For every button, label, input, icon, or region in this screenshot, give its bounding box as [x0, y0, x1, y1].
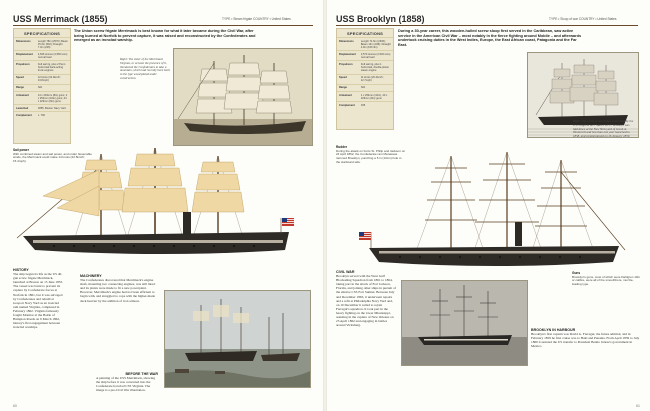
spec-row: [337, 50, 393, 60]
brooklyn-in-harbour-text: Brooklyn's first captain was David G. Farragut, the future admiral, and in February 1859 he first cruise was to Haiti and Panama. From April 1859 to July 1860 it assisted the US transfer to President Benito Juárez's government in Mexico.: [531, 332, 640, 349]
type-country-meta: TYPE • Steam frigate COUNTRY • United States: [222, 17, 291, 21]
spec-row: [14, 91, 70, 104]
before-the-war-section: [96, 372, 158, 392]
civil-war-section: [336, 270, 396, 327]
spec-value: 2,570 tonnes (2,532 tons) normal load: [360, 52, 391, 59]
intro-paragraph: The Union screw frigate Merrimack is best known for what it later became during the Civil War, after being burned at Norfolk to prevent capture, it was raised and reconstructed by the Confederates and emerged as an ironclad warship.: [74, 29, 256, 43]
spec-key: Launched: [16, 106, 29, 110]
spec-key: Dimensions: [16, 39, 31, 43]
spec-key: Dimensions: [339, 39, 354, 43]
spec-value: N/A: [360, 86, 366, 90]
spec-value: 1 x 254mm (10in), 20 x 229mm (9in) guns: [360, 93, 388, 100]
rudder-text: During the attack on Forts St. Philip and Jackson on 24 April 1862, the Confederate ram Manassas rammed Brooklyn, punching a 5 in (13cm) hole in the starboard side.: [336, 148, 406, 164]
spec-row: [337, 101, 393, 108]
spec-value: Full sail rig, plus 2 Penn horizontal back-acting trunk engines: [37, 62, 66, 73]
ship-photo-caption: Right: The sister of the Merrimack Virginia, or at least the presence of it, threatened the Confederates to take a mountain, which had recently been built to the type wood plated under construction.: [120, 57, 170, 80]
spec-row: [14, 84, 70, 91]
spec-key: Displacement: [339, 52, 356, 56]
specifications-box: [13, 28, 71, 144]
spec-row: [337, 84, 393, 91]
spec-row: [337, 60, 393, 73]
history-section: [13, 268, 63, 329]
history-heading: HISTORY: [13, 268, 29, 272]
civil-war-heading: CIVIL WAR: [336, 270, 355, 274]
spec-heading: SPECIFICATIONS: [23, 31, 61, 36]
before-the-war-text: A painting of the USS Merrimack, showing the ship before it was converted into the Confederate ironclad CSS Virginia. The image is a pre-Civil War illustration.: [96, 376, 156, 393]
history-text: The ship began its life as the US 40-gun screw frigate Merrimack, launched at Boston on 15 June 1855. The vessel was burnt to prevent its capture by Confederate forces at Norfolk in 1861, but it was salvaged by Confederates and rebuilt at Gosport Navy Yard as an ironclad ram named Virginia, completed in February 1862. Virginia famously fought Monitor at the Battle of Hampton Roads on 9 March 1862, history's first engagement between ironclad warships.: [13, 272, 64, 330]
brooklyn-harbour-photo: [401, 280, 528, 366]
right-page: [327, 0, 650, 411]
spec-value: c. 700: [37, 113, 45, 117]
title-rule: [13, 25, 313, 26]
spec-value: Full sail rig, plus 1 horizontal, double-piston steam engine: [360, 62, 390, 73]
harbour-painting-illustration: [165, 291, 310, 387]
page-title: USS Merrimack (1855): [13, 14, 108, 24]
brooklyn-in-harbour-section: [531, 328, 641, 348]
spec-key: Propulsion: [339, 62, 353, 66]
spec-key: Armament: [339, 93, 352, 97]
sailing-ship-illustration: [174, 49, 312, 145]
spec-value: 335: [360, 103, 366, 107]
page-number: 61: [636, 404, 640, 408]
spec-row: [14, 111, 70, 118]
spec-key: Propulsion: [16, 62, 30, 66]
spec-key: Displacement: [16, 52, 33, 56]
sloop-photo-caption: Right: One of the screw sloops authorized by the US Congress on 3 March 1857, Brooklyn was laid down at the New York yard of Jacob A. Westervelt and less than one year launched in 1858, and commissioned on 26 January 1859.: [573, 119, 634, 139]
civil-war-text: Brooklyn served with the West Gulf Blockading Squadron from 1861 to 1864, taking part in the attack of Fort Jackson, Florida, and joining other ships in pursuit of the elusive CSS Fort Sumter. Between July and December 1863, it underwent repairs and a refit at Philadelphia Navy Yard and, on 10 December it sailed to rejoin Farragut's squadron. It took part in the heavy fighting on the lower Mississippi, assisting in the capture of New Orleans on 25 April 1862 and engaging in battles around Vicksburg.: [336, 274, 396, 328]
harbour-painting-photo: [164, 290, 311, 388]
page-title: USS Brooklyn (1858): [336, 14, 425, 24]
spec-key: Speed: [339, 76, 347, 80]
spec-row: [14, 104, 70, 111]
spec-value: Length 78m (257ft); Beam 15.3m (51ft); Draught 7.3m (24ft): [37, 39, 68, 49]
sail-power-text: With combined steam and sail power, and under favourable winds, the Merrimack could make 14 knots (22.5km/h; 15.4mph).: [13, 151, 92, 164]
spec-key: Complement: [16, 113, 32, 117]
spec-value: 12 knots (19.3km/h; 13.8mph): [37, 76, 61, 83]
spec-value: Length 71.6m (233ft); Beam 13m (43ft); Draught 4.9m (16ft 3in): [360, 39, 391, 49]
ship-engraving-photo: [173, 48, 313, 146]
spec-key: Complement: [339, 103, 355, 107]
brooklyn-harbour-illustration: [402, 281, 527, 365]
guns-annotation: [572, 272, 640, 287]
spec-row: [14, 37, 70, 50]
merrimack-profile-illustration: [13, 146, 313, 264]
spec-value: 4,636 tonnes (4,560 tons) normal load: [37, 52, 68, 59]
guns-heading: Guns: [572, 271, 581, 275]
spec-row: [337, 37, 393, 50]
sail-power-heading: Sail power: [13, 148, 29, 152]
page-number: 60: [13, 404, 17, 408]
spec-value: 1855, Boston Navy Yard: [37, 106, 66, 110]
spec-value: N/A: [37, 86, 43, 90]
spec-row: [14, 50, 70, 60]
spec-key: Range: [16, 86, 24, 90]
spec-key: Speed: [16, 76, 24, 80]
guns-text: Brooklyn's guns, most of which were Dahlgren 10in or calibre, were all of the smoothbore, muzzle-loading type.: [572, 274, 640, 287]
type-country-meta: TYPE • Sloop of war COUNTRY • United States: [549, 17, 617, 21]
brooklyn-in-harbour-heading: BROOKLYN IN HARBOUR: [531, 328, 576, 332]
rudder-heading: Rudder: [336, 145, 348, 149]
specifications-box: [336, 28, 394, 130]
machinery-heading: MACHINERY: [80, 274, 102, 278]
machinery-text: The Confederates discovered that Merrimack's engine shaft, mounting two connecting engines, was still intact and its plants were made to fit a new powerplant. However, Merrimack's engine had not been efficient to begin with, and struggled to cope with the higher-made deck heavier by the addition of iron armour.: [80, 278, 156, 303]
title-rule: [336, 25, 638, 26]
spec-row: [337, 74, 393, 84]
spec-heading: SPECIFICATIONS: [346, 31, 384, 36]
machinery-section: [80, 274, 158, 303]
spec-key: Armament: [16, 93, 29, 97]
brooklyn-profile-illustration: [355, 150, 637, 274]
spec-value: 14 x 203mm (8in) guns; 2 x 254mm (10in) guns; 24 x 229mm (9in) guns: [37, 93, 68, 103]
left-page: [0, 0, 323, 411]
spec-key: Range: [339, 86, 347, 90]
spec-row: [14, 74, 70, 84]
intro-paragraph: During a 30-year career, this wooden-hulled screw sloop first served in the Caribbean, saw active service in the American Civil War – most notably in the fierce fighting around Mobile – and afterwards undertook cruising duties in the West Indies, Europe, the East African coast, Patagonia and the Far East.: [398, 29, 582, 47]
before-the-war-heading: BEFORE THE WAR: [125, 372, 158, 376]
spec-row: [14, 60, 70, 73]
spec-value: 11 knots (20.4km/h; 12.7mph): [360, 76, 384, 83]
spec-row: [337, 91, 393, 101]
